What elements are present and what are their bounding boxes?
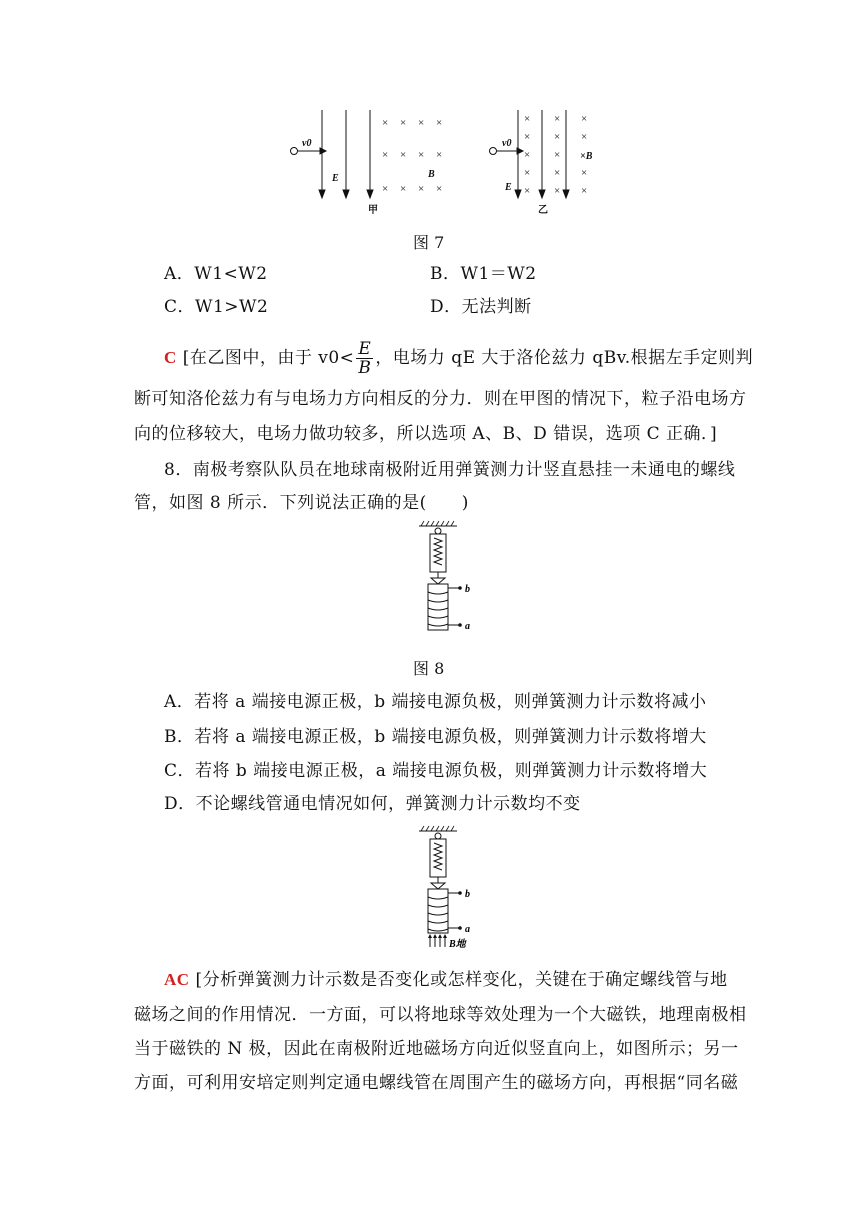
- q7-answer-part1: [在乙图中，由于 v0<: [182, 348, 355, 368]
- svg-text:×: ×: [400, 183, 407, 195]
- svg-text:×: ×: [436, 117, 443, 129]
- svg-text:×: ×: [524, 113, 531, 125]
- svg-text:×: ×: [400, 117, 407, 129]
- svg-text:×: ×: [554, 185, 561, 197]
- fig8b-label-b: b: [465, 889, 470, 900]
- svg-text:×: ×: [524, 131, 531, 143]
- svg-text:×: ×: [581, 167, 588, 179]
- figure-7-caption: 图 7: [413, 233, 445, 252]
- svg-text:×: ×: [524, 167, 531, 179]
- svg-text:×: ×: [581, 113, 588, 125]
- fig7-right-B: ×B: [580, 151, 593, 162]
- q7-option-a: A．W1<W2: [164, 264, 268, 284]
- fig7-left-E: E: [332, 173, 339, 184]
- fraction-denominator: B: [358, 358, 372, 378]
- figure-8-caption: 图 8: [413, 659, 445, 678]
- svg-text:×: ×: [436, 149, 443, 161]
- svg-text:×: ×: [581, 131, 588, 143]
- fig7-left-v0: v0: [302, 138, 312, 149]
- q8-option-b: B．若将 a 端接电源正极，b 端接电源负极，则弹簧测力计示数将增大: [164, 727, 707, 747]
- q7-option-c: C．W1>W2: [164, 297, 269, 317]
- q7-option-b: B．W1＝W2: [430, 264, 537, 284]
- svg-text:×: ×: [524, 149, 531, 161]
- fig8-label-b: b: [465, 584, 470, 595]
- q7-answer-part2: ，电场力 qE 大于洛伦兹力 qBv.根据左手定则判: [375, 348, 754, 368]
- q7-answer-line3: 向的位移较大，电场力做功较多，所以选项 A、B、D 错误，选项 C 正确．]: [134, 424, 718, 444]
- q8-stem-line2: 管，如图 8 所示．下列说法正确的是( ): [134, 493, 469, 513]
- q7-answer-line1: [164, 340, 753, 377]
- svg-text:×: ×: [554, 131, 561, 143]
- q8-answer-line1-text: [分析弹簧测力计示数是否变化或怎样变化，关键在于确定螺线管与地: [195, 970, 728, 990]
- q8-answer-line1: [164, 968, 728, 992]
- q7-answer-fraction: [356, 340, 373, 377]
- svg-text:×: ×: [382, 149, 389, 161]
- fraction-numerator: E: [358, 339, 372, 359]
- q7-answer-letter: C: [164, 348, 177, 367]
- svg-text:×: ×: [382, 117, 389, 129]
- svg-text:×: ×: [524, 185, 531, 197]
- q8-option-a: A．若将 a 端接电源正极，b 端接电源负极，则弹簧测力计示数将减小: [164, 692, 707, 712]
- fig8b-label-B: B地: [449, 939, 466, 950]
- svg-text:×: ×: [436, 183, 443, 195]
- q8-answer-line4: 方面，可利用安培定则判定通电螺线管在周围产生的磁场方向，再根据“同名磁: [134, 1073, 739, 1093]
- svg-text:×: ×: [554, 113, 561, 125]
- svg-text:×: ×: [400, 149, 407, 161]
- q8-answer-line2: 磁场之间的作用情况．一方面，可以将地球等效处理为一个大磁铁，地理南极相: [134, 1005, 747, 1025]
- q7-option-d: D．无法判断: [430, 297, 532, 317]
- svg-text:×: ×: [554, 149, 561, 161]
- fig7-left-name: 甲: [368, 205, 378, 216]
- fig8b-label-a: a: [465, 924, 470, 935]
- svg-text:×: ×: [581, 185, 588, 197]
- fig7-right-name: 乙: [538, 205, 548, 216]
- q7-answer-line2: 断可知洛伦兹力有与电场力方向相反的分力．则在甲图的情况下，粒子沿电场方: [134, 389, 747, 409]
- q8-option-d: D．不论螺线管通电情况如何，弹簧测力计示数均不变: [164, 794, 581, 814]
- figure-8-spring-scale: [405, 520, 485, 635]
- fig7-right-E: E: [505, 182, 512, 193]
- q8-answer-line3: 当于磁铁的 N 极，因此在南极附近地磁场方向近似竖直向上，如图所示；另一: [134, 1039, 739, 1059]
- q8-stem-line1: 8．南极考察队队员在地球南极附近用弹簧测力计竖直悬挂一未通电的螺线: [164, 460, 736, 480]
- svg-text:×: ×: [418, 117, 425, 129]
- svg-text:×: ×: [418, 149, 425, 161]
- svg-text:×: ×: [382, 183, 389, 195]
- svg-text:×: ×: [418, 183, 425, 195]
- fig7-right-v0: v0: [502, 138, 512, 149]
- figure-8-answer-diagram: [405, 825, 485, 953]
- q8-option-c: C．若将 b 端接电源正极，a 端接电源负极，则弹簧测力计示数将增大: [164, 761, 708, 781]
- svg-text:×: ×: [554, 167, 561, 179]
- figure-7: [280, 108, 610, 220]
- fig7-left-B: B: [428, 169, 435, 180]
- fig8-label-a: a: [465, 621, 470, 632]
- q8-answer-letter: AC: [164, 970, 190, 989]
